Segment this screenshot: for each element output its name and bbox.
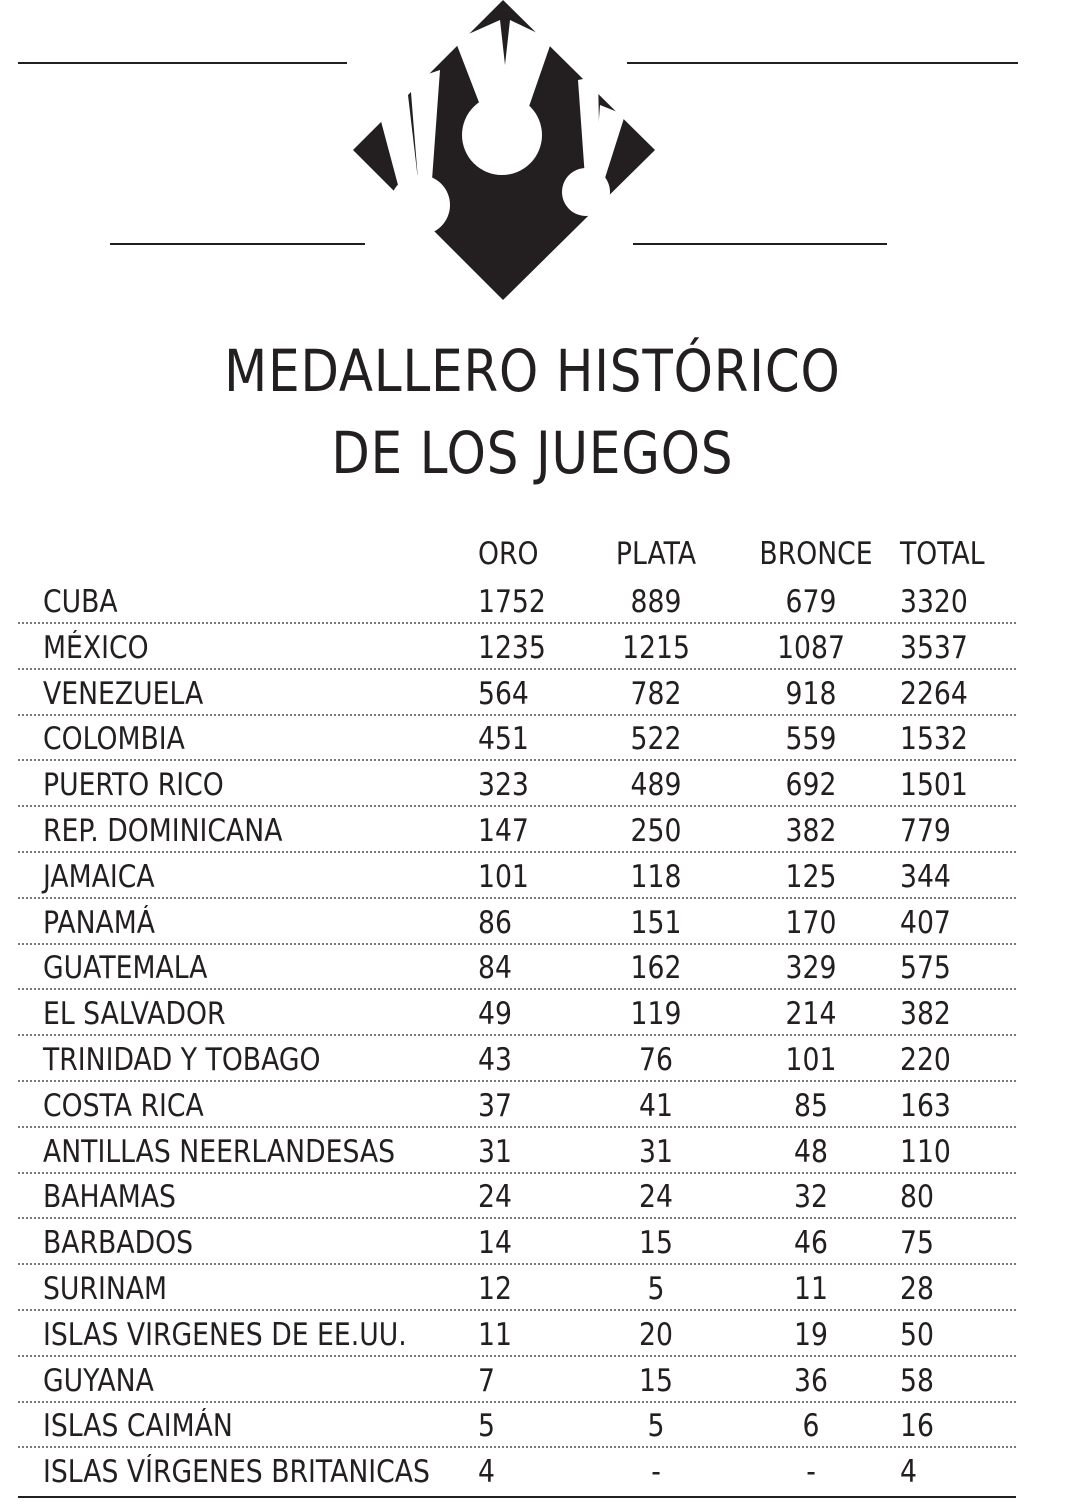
plata-cell: 250 [630,813,682,849]
bronce-cell: 48 [794,1133,828,1170]
row-divider [18,1496,1016,1498]
oro-cell: 11 [478,1316,512,1353]
country-cell: SURINAM [43,1271,168,1307]
bronce-cell: 125 [785,858,837,895]
page-title [74,330,990,494]
table-row [0,948,1065,994]
table-row [0,1223,1065,1269]
bronce-cell: 382 [785,813,837,849]
row-divider [18,1309,1016,1311]
total-cell: 80 [900,1179,934,1216]
bronce-cell: 1087 [777,629,845,666]
oro-cell: 12 [478,1271,512,1307]
plata-cell: 118 [630,858,682,895]
oro-cell: 43 [478,1042,512,1078]
country-cell: JAMAICA [43,858,155,895]
total-cell: 1501 [900,767,968,804]
row-divider [18,1401,1016,1403]
country-cell: TRINIDAD Y TOBAGO [43,1042,321,1078]
row-divider [18,943,1016,945]
plata-cell: 24 [639,1179,673,1216]
oro-cell: 147 [478,813,529,849]
bronce-cell: 214 [785,996,837,1033]
oro-cell: 451 [478,721,529,758]
oro-cell: 49 [478,996,512,1033]
row-divider [18,1034,1016,1036]
row-divider [18,759,1016,761]
total-cell: 4 [900,1454,917,1491]
row-divider [18,805,1016,807]
table-row [0,1315,1065,1361]
title-line-2: DE LOS JUEGOS [331,419,734,487]
table-row [0,765,1065,811]
country-cell: ISLAS CAIMÁN [43,1408,233,1445]
row-divider [18,1263,1016,1265]
bronce-cell: - [806,1454,816,1491]
country-cell: EL SALVADOR [43,996,226,1033]
oro-cell: 1235 [478,629,546,666]
header-oro: ORO [478,536,539,572]
total-cell: 163 [900,1087,951,1124]
header-total: TOTAL [900,536,985,572]
bronce-cell: 32 [794,1179,828,1216]
country-cell: VENEZUELA [43,675,204,712]
table-row [0,719,1065,765]
plata-cell: 782 [630,675,682,712]
row-divider [18,622,1016,624]
bronce-cell: 36 [794,1362,828,1399]
bronce-cell: 46 [794,1225,828,1262]
country-cell: COLOMBIA [43,721,185,758]
table-row [0,1132,1065,1178]
row-divider [18,1217,1016,1219]
oro-cell: 5 [478,1408,495,1445]
total-cell: 1532 [900,721,968,758]
table-row [0,1361,1065,1407]
oro-cell: 84 [478,950,512,987]
plata-cell: 15 [639,1362,673,1399]
table-row [0,1269,1065,1315]
table-row [0,1452,1065,1498]
plata-cell: 489 [630,767,682,804]
bronce-cell: 918 [785,675,837,712]
medals-diamond-logo-icon [0,0,1065,310]
oro-cell: 14 [478,1225,512,1262]
oro-cell: 4 [478,1454,495,1491]
row-divider [18,1446,1016,1448]
oro-cell: 86 [478,904,512,941]
country-cell: CUBA [43,584,118,620]
country-cell: GUYANA [43,1362,154,1399]
table-row [0,811,1065,857]
country-cell: COSTA RICA [43,1087,204,1124]
header-row [0,530,1065,576]
oro-cell: 7 [478,1362,495,1399]
country-cell: MÉXICO [43,629,149,666]
row-divider [18,1355,1016,1357]
row-divider [18,851,1016,853]
country-cell: REP. DOMINICANA [43,813,283,849]
plata-cell: 162 [630,950,682,987]
row-divider [18,1080,1016,1082]
oro-cell: 323 [478,767,529,804]
plata-cell: 20 [639,1316,673,1353]
table-row [0,674,1065,720]
country-cell: ANTILLAS NEERLANDESAS [43,1133,396,1170]
row-divider [18,714,1016,716]
row-divider [18,1126,1016,1128]
row-divider [18,668,1016,670]
total-cell: 3537 [900,629,968,666]
table-row [0,1406,1065,1452]
bronce-cell: 692 [785,767,837,804]
plata-cell: 15 [639,1225,673,1262]
plata-cell: - [651,1454,661,1491]
table-row [0,1086,1065,1132]
total-cell: 382 [900,996,951,1033]
table-row [0,1177,1065,1223]
header-bronce: BRONCE [759,536,873,572]
total-cell: 28 [900,1271,934,1307]
plata-cell: 889 [630,584,682,620]
title-line-1: MEDALLERO HISTÓRICO [224,337,841,405]
row-divider [18,988,1016,990]
plata-cell: 31 [639,1133,673,1170]
row-divider [18,897,1016,899]
plata-cell: 5 [647,1408,665,1445]
table-row [0,582,1065,628]
bronce-cell: 19 [794,1316,828,1353]
plata-cell: 119 [630,996,682,1033]
bronce-cell: 329 [785,950,837,987]
country-cell: GUATEMALA [43,950,208,987]
oro-cell: 37 [478,1087,512,1124]
table-row [0,903,1065,949]
bronce-cell: 101 [785,1042,837,1078]
plata-cell: 41 [639,1087,673,1124]
total-cell: 779 [900,813,951,849]
country-cell: BAHAMAS [43,1179,176,1216]
total-cell: 344 [900,858,951,895]
bronce-cell: 11 [794,1271,828,1307]
country-cell: ISLAS VÍRGENES BRITANICAS [43,1454,430,1491]
table-row [0,857,1065,903]
bronce-cell: 679 [785,584,837,620]
table-row [0,628,1065,674]
oro-cell: 31 [478,1133,512,1170]
total-cell: 58 [900,1362,934,1399]
oro-cell: 1752 [478,584,546,620]
plata-cell: 5 [647,1271,665,1307]
table-row [0,994,1065,1040]
total-cell: 407 [900,904,951,941]
oro-cell: 24 [478,1179,512,1216]
table-row [0,1040,1065,1086]
oro-cell: 564 [478,675,529,712]
total-cell: 16 [900,1408,934,1445]
row-divider [18,1172,1016,1174]
oro-cell: 101 [478,858,529,895]
country-cell: BARBADOS [43,1225,194,1262]
country-cell: PANAMÁ [43,904,156,941]
plata-cell: 76 [639,1042,673,1078]
total-cell: 3320 [900,584,968,620]
total-cell: 110 [900,1133,951,1170]
total-cell: 575 [900,950,951,987]
country-cell: ISLAS VIRGENES DE EE.UU. [43,1316,407,1353]
plata-cell: 1215 [622,629,690,666]
bronce-cell: 85 [794,1087,828,1124]
plata-cell: 522 [630,721,682,758]
total-cell: 75 [900,1225,934,1262]
total-cell: 220 [900,1042,951,1078]
bronce-cell: 170 [785,904,837,941]
bronce-cell: 6 [802,1408,820,1445]
total-cell: 50 [900,1316,934,1353]
header-plata: PLATA [615,536,697,572]
plata-cell: 151 [630,904,682,941]
bronce-cell: 559 [785,721,837,758]
total-cell: 2264 [900,675,968,712]
country-cell: PUERTO RICO [43,767,224,804]
